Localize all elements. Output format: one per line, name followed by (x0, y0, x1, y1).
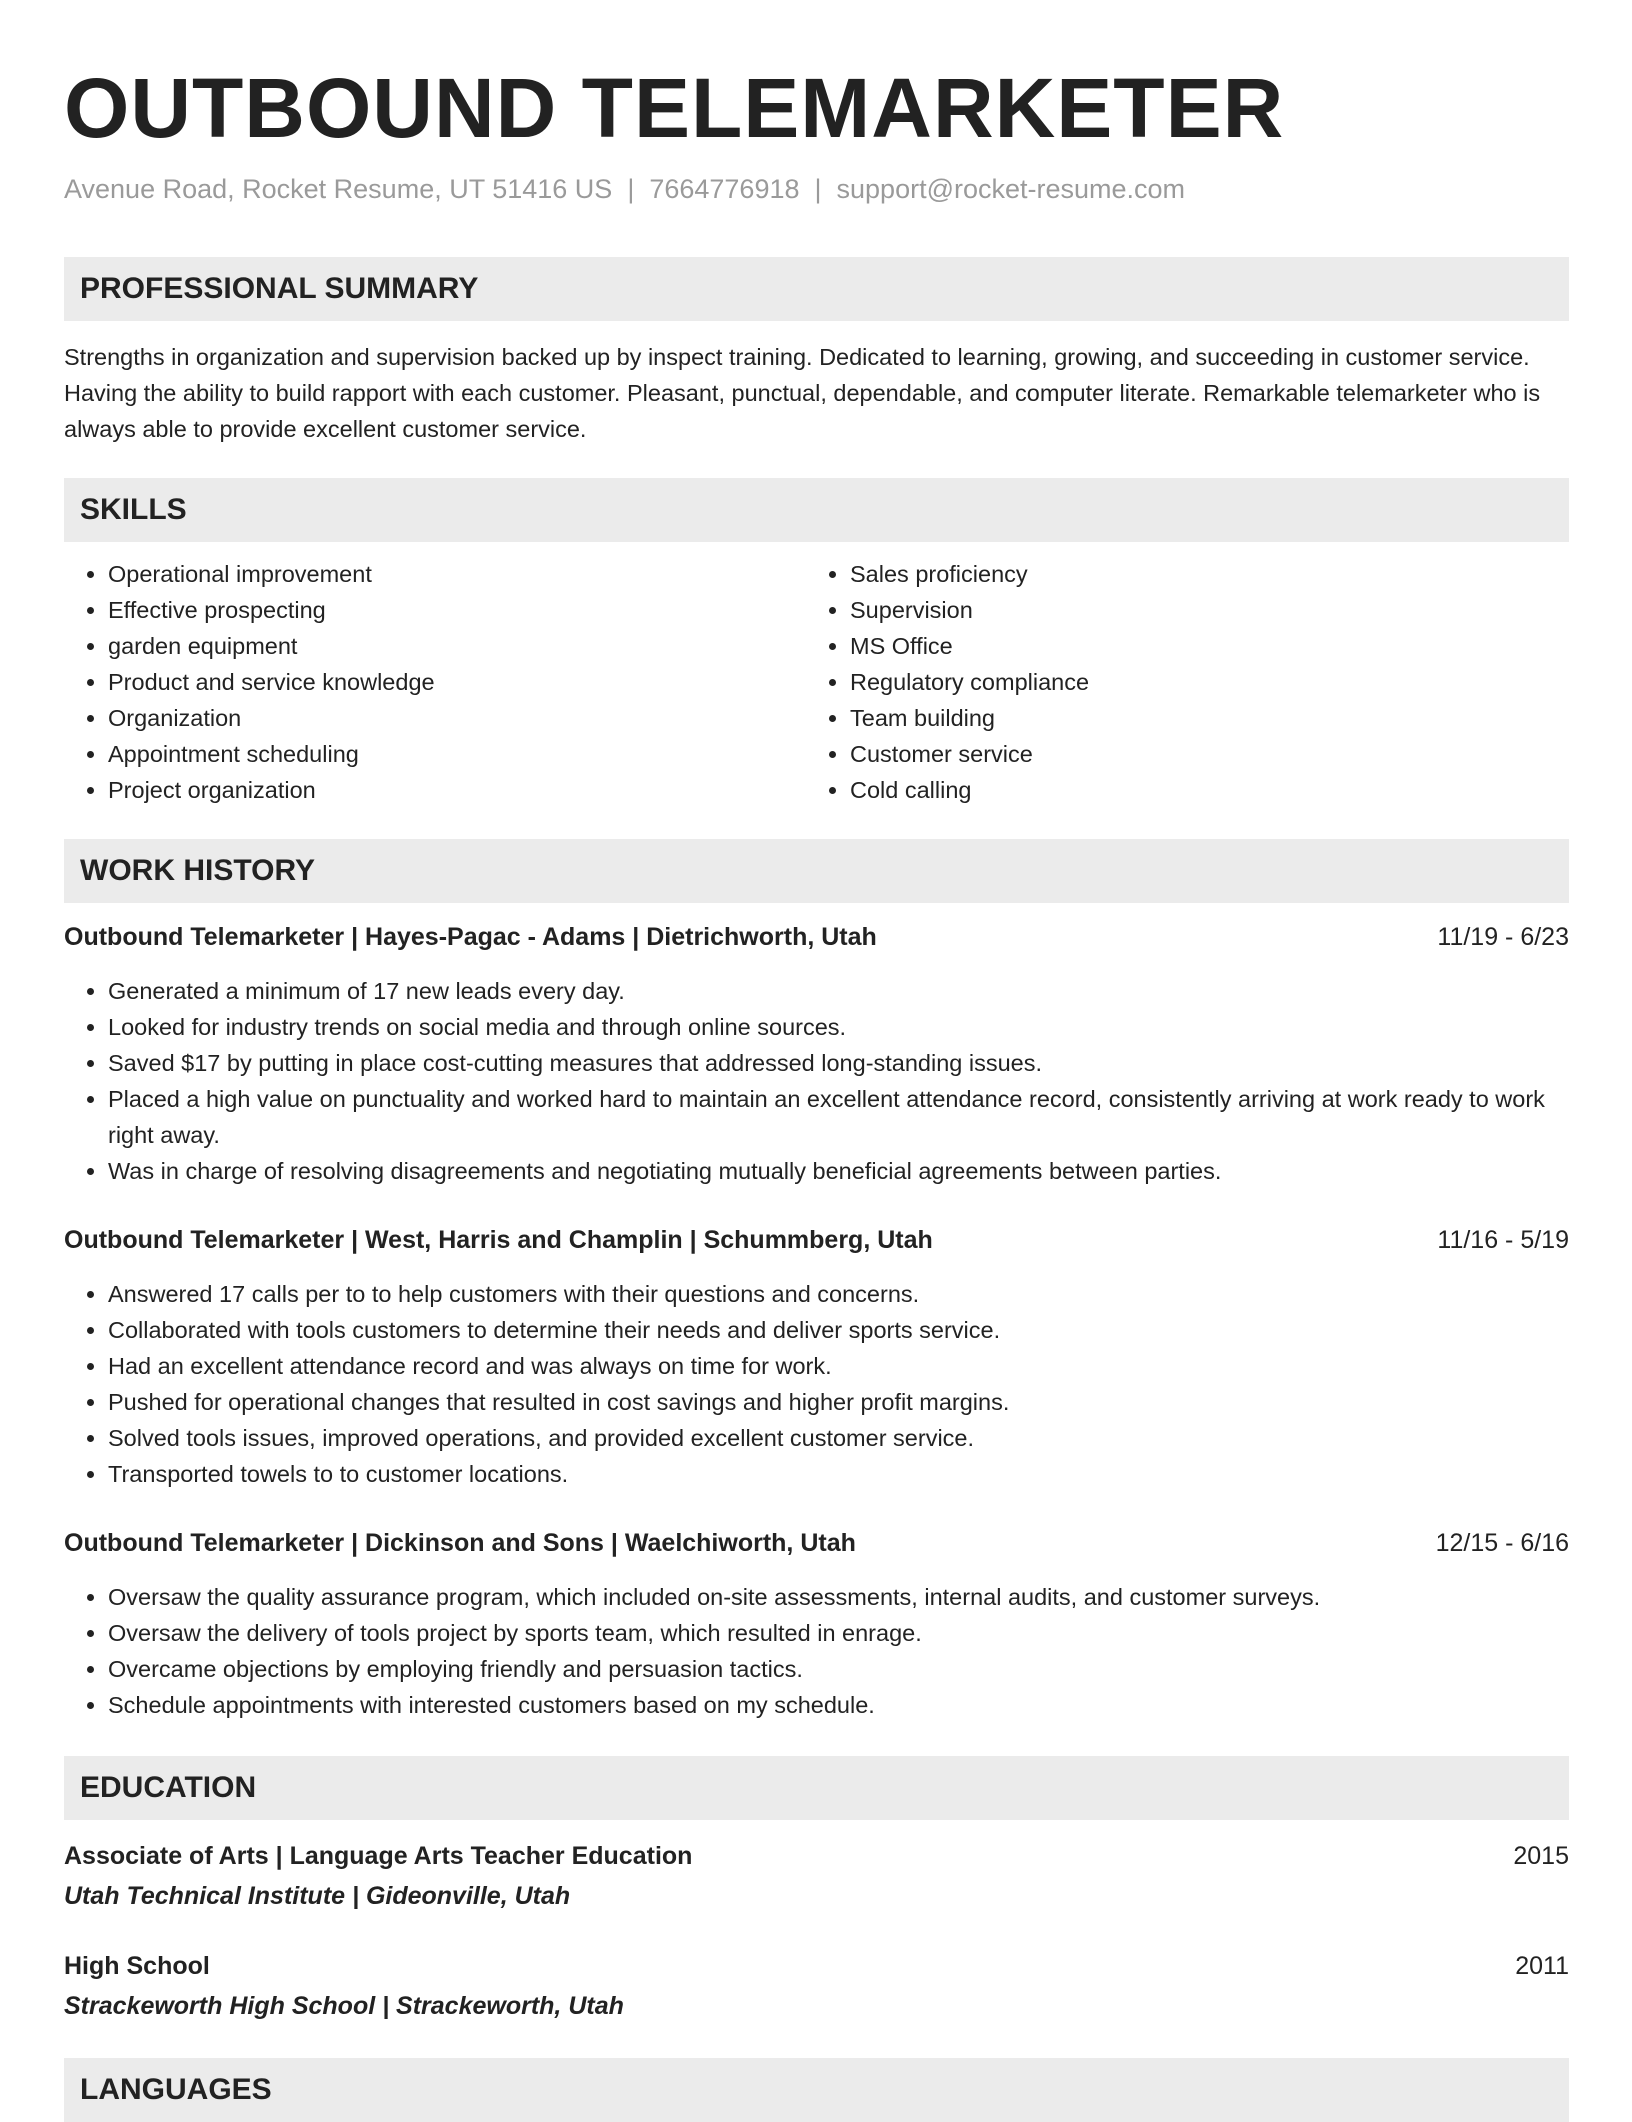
skill-item: • Operational improvement (108, 556, 806, 592)
job-bullet: • Had an excellent attendance record and was always on time for work. (108, 1348, 1569, 1384)
job-bullet: • Collaborated with tools customers to determine their needs and deliver sports service. (108, 1312, 1569, 1348)
job-bullets (64, 1579, 1569, 1723)
education-year: 2011 (1515, 1952, 1569, 1980)
job-dates: 12/15 - 6/16 (1435, 1529, 1569, 1557)
job-entry (64, 1525, 1569, 1723)
summary-text: Strengths in organization and supervision backed up by inspect training. Dedicated to learning, growing, and succeeding in customer service. Having the ability to build rapport with each customer. Pleasant, punctual, dependable, and computer literate. Remarkable telemarketer who is always able to provide excellent customer service. (64, 344, 1541, 442)
job-heading: Outbound Telemarketer | West, Harris and Champlin | Schummberg, Utah (64, 1226, 933, 1254)
job-bullet: • Solved tools issues, improved operations, and provided excellent customer service. (108, 1420, 1569, 1456)
contact-separator: | (814, 174, 822, 204)
skill-item: • Product and service knowledge (108, 664, 806, 700)
education-degree: High School (64, 1952, 210, 1980)
section-header-skills: SKILLS (64, 478, 1569, 542)
skill-item: • MS Office (850, 628, 1548, 664)
section-header-education: EDUCATION (64, 1756, 1569, 1820)
skills-list (64, 556, 1569, 808)
skills-column-left (64, 556, 806, 808)
job-bullet: • Looked for industry trends on social media and through online sources. (108, 1009, 1569, 1045)
job-bullets (64, 1276, 1569, 1492)
job-bullet: • Overcame objections by employing friendly and persuasion tactics. (108, 1651, 1569, 1687)
education-entry (64, 1838, 1569, 1914)
skill-item: • Organization (108, 700, 806, 736)
education-heading-row (64, 1838, 1569, 1874)
education-entry (64, 1948, 1569, 2024)
job-entry (64, 919, 1569, 1189)
skill-item: • Team building (850, 700, 1548, 736)
job-bullet: • Oversaw the delivery of tools project by sports team, which resulted in enrage. (108, 1615, 1569, 1651)
section-header-work-history: WORK HISTORY (64, 839, 1569, 903)
education-school: Strackeworth High School | Strackeworth, Utah (64, 1992, 624, 2020)
candidate-name: OUTBOUND TELEMARKETER (64, 61, 1285, 155)
skill-item: • Supervision (850, 592, 1548, 628)
education-school: Utah Technical Institute | Gideonville, Utah (64, 1882, 571, 1910)
contact-address: Avenue Road, Rocket Resume, UT 51416 US (64, 174, 613, 204)
skill-item: • garden equipment (108, 628, 806, 664)
education-heading-row (64, 1948, 1569, 1984)
job-heading-row (64, 1222, 1569, 1258)
job-heading-row (64, 1525, 1569, 1561)
job-dates: 11/19 - 6/23 (1437, 923, 1569, 951)
job-heading-row (64, 919, 1569, 955)
education-degree: Associate of Arts | Language Arts Teacher Education (64, 1842, 693, 1870)
job-bullet: • Generated a minimum of 17 new leads every day. (108, 973, 1569, 1009)
skill-item: • Effective prospecting (108, 592, 806, 628)
job-dates: 11/16 - 5/19 (1437, 1226, 1569, 1254)
job-bullet: • Placed a high value on punctuality and worked hard to maintain an excellent attendance record, consistently arriving at work ready to work right away. (108, 1081, 1569, 1153)
job-bullet: • Saved $17 by putting in place cost-cutting measures that addressed long-standing issues. (108, 1045, 1569, 1081)
skill-item: • Project organization (108, 772, 806, 808)
job-bullet: • Was in charge of resolving disagreements and negotiating mutually beneficial agreements between parties. (108, 1153, 1569, 1189)
education-year: 2015 (1513, 1842, 1569, 1870)
job-bullets (64, 973, 1569, 1189)
job-bullet: • Pushed for operational changes that resulted in cost savings and higher profit margins. (108, 1384, 1569, 1420)
skill-item: • Appointment scheduling (108, 736, 806, 772)
contact-line (64, 172, 1569, 206)
job-heading: Outbound Telemarketer | Dickinson and Sons | Waelchiworth, Utah (64, 1529, 856, 1557)
skill-item: • Regulatory compliance (850, 664, 1548, 700)
job-bullet: • Transported towels to to customer locations. (108, 1456, 1569, 1492)
skill-item: • Sales proficiency (850, 556, 1548, 592)
skills-column-right (806, 556, 1548, 808)
contact-phone: 7664776918 (649, 174, 800, 204)
section-header-languages: LANGUAGES (64, 2058, 1569, 2122)
job-bullet: • Oversaw the quality assurance program, which included on-site assessments, internal audits, and customer surveys. (108, 1579, 1569, 1615)
section-header-summary: PROFESSIONAL SUMMARY (64, 257, 1569, 321)
job-bullet: • Schedule appointments with interested customers based on my schedule. (108, 1687, 1569, 1723)
contact-separator: | (627, 174, 635, 204)
job-bullet: • Answered 17 calls per to to help customers with their questions and concerns. (108, 1276, 1569, 1312)
job-entry (64, 1222, 1569, 1492)
skill-item: • Cold calling (850, 772, 1548, 808)
skill-item: • Customer service (850, 736, 1548, 772)
job-heading: Outbound Telemarketer | Hayes-Pagac - Adams | Dietrichworth, Utah (64, 923, 877, 951)
contact-email: support@rocket-resume.com (836, 174, 1186, 204)
